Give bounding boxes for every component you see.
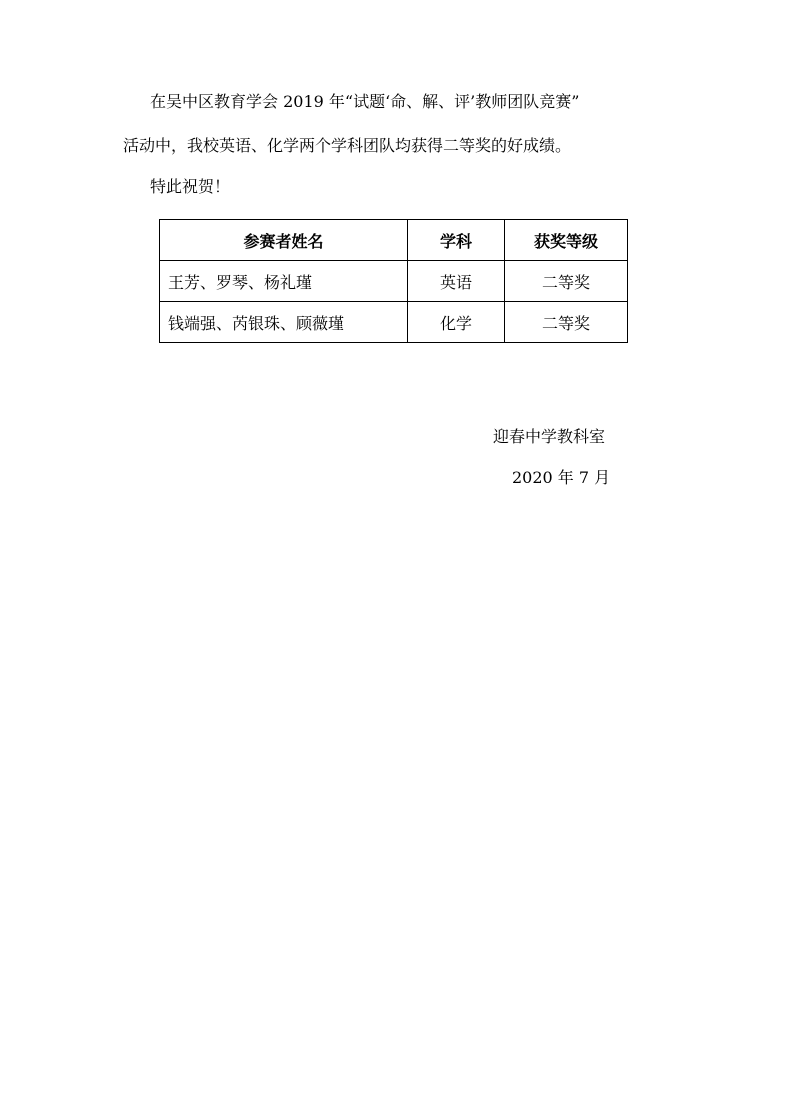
subject-cell: 化学 [408, 302, 505, 343]
header-award-level: 获奖等级 [505, 220, 628, 261]
table-row [160, 302, 628, 343]
table-header-row [160, 220, 628, 261]
participant-names-cell: 王芳、罗琴、杨礼瑾 [160, 261, 408, 302]
award-level-cell: 二等奖 [505, 261, 628, 302]
signature-date: 2020 年 7 月 [512, 468, 611, 487]
paragraph-line-2: 活动中，我校英语、化学两个学科团队均获得二等奖的好成绩。 [123, 136, 572, 155]
paragraph-line-1: 在吴中区教育学会 2019 年“试题‘命、解、评’教师团队竞赛” [150, 92, 580, 111]
table-row [160, 261, 628, 302]
header-subject: 学科 [408, 220, 505, 261]
award-level-cell: 二等奖 [505, 302, 628, 343]
congratulations-text: 特此祝贺！ [150, 177, 231, 196]
subject-cell: 英语 [408, 261, 505, 302]
header-participant-names: 参赛者姓名 [160, 220, 408, 261]
signature-office: 迎春中学教科室 [493, 427, 606, 446]
participant-names-cell: 钱端强、芮银珠、顾薇瑾 [160, 302, 408, 343]
award-table [159, 219, 628, 343]
